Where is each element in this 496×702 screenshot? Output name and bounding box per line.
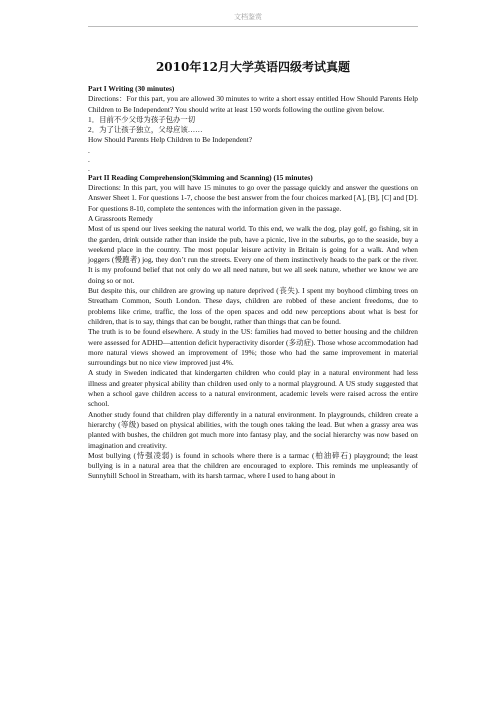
page-title: 2010年12月大学英语四级考试真题 [155,60,351,74]
part1-heading: Part I Writing (30 minutes) [88,84,175,93]
placeholder-dot: . [88,154,90,164]
part2-directions: Directions: In this part, you will have 15 minutes to go over the passage quickly and answer the questions on Answer Sheet 1. For questions 1-7, choose the best answer from the four choices marked [A], [B], [C] and [D]. For questions 8-10, complete the sentences with the information given in the passage. [88,183,418,213]
placeholder-dot: . [88,145,90,155]
outline-item-2: 2．为了让孩子独立，父母应该…… [88,125,203,135]
passage-paragraph: A study in Sweden indicated that kindergarten children who could play in a natural environment had less illness and greater physical ability than children used only to a normal playground. A US study suggested that when a school gave children access to a natural environment, academic levels were raised across the entire school. [88,368,418,409]
part1-directions: Directions：For this part, you are allowed 30 minutes to write a short essay entitled How Should Parents Help Children to Be Independent? You should write at least 150 words following the outline given below. [88,94,418,114]
header-divider [88,26,418,27]
passage-title: A Grassroots Remedy [88,213,153,223]
placeholder-dot: . [88,163,90,173]
passage-paragraph: Most of us spend our lives seeking the natural world. To this end, we walk the dog, play golf, go fishing, sit in the garden, drink outside rather than inside the pub, have a picnic, live in the suburbs, go to the seaside, buy a weekend place in the country. The most popular leisure activity in Britain is going for a walk. And when joggers (慢跑者) jog, they don’t run the streets. Every one of them instinctively heads to the park or the river. It is my profound belief that not only do we all need nature, but we all seek nature, whether we know we are doing so or not. [88,224,418,285]
passage-paragraph: Another study found that children play differently in a natural environment. In playgrounds, children create a hierarchy (等级) based on physical abilities, with the tough ones taking the lead. But when a grassy area was planted with bushes, the children got much more into fantasy play, and the social hierarchy was now based on imagination and creativity. [88,409,418,450]
document-header-note: 文档鉴赏 [234,13,262,21]
passage-paragraph: The truth is to be found elsewhere. A study in the US: families had moved to better housing and the children were assessed for ADHD—attention deficit hyperactivity disorder (多动症). Those whose accommodation had more natural views showed an improvement of 19%; those who had the same improvement in material surroundings but no nice view improved just 4%. [88,327,418,368]
passage-paragraph: But despite this, our children are growing up nature deprived (丧失). I spent my boyhood climbing trees on Streatham Common, South London. These days, children are robbed of these ancient freedoms, due to problems like crime, traffic, the loss of the open spaces and odd new perceptions about what is best for children, that is to say, things that can be bought, rather than things that can be found. [88,286,418,326]
essay-title: How Should Parents Help Children to Be Independent? [88,135,253,145]
outline-item-1: 1．目前不少父母为孩子包办一切 [88,114,196,124]
part2-heading: Part II Reading Comprehension(Skimming and Scanning) (15 minutes) [88,172,313,182]
passage-paragraph: Most bullying (恃强凌弱) is found in schools where there is a tarmac (柏油碎石) playground; the least bullying is in a natural area that the children are encouraged to explore. This reminds me unpleasantly of Sunnyhill School in Streatham, with its harsh tarmac, where I used to hang about in [88,450,418,481]
document-page [88,58,418,482]
